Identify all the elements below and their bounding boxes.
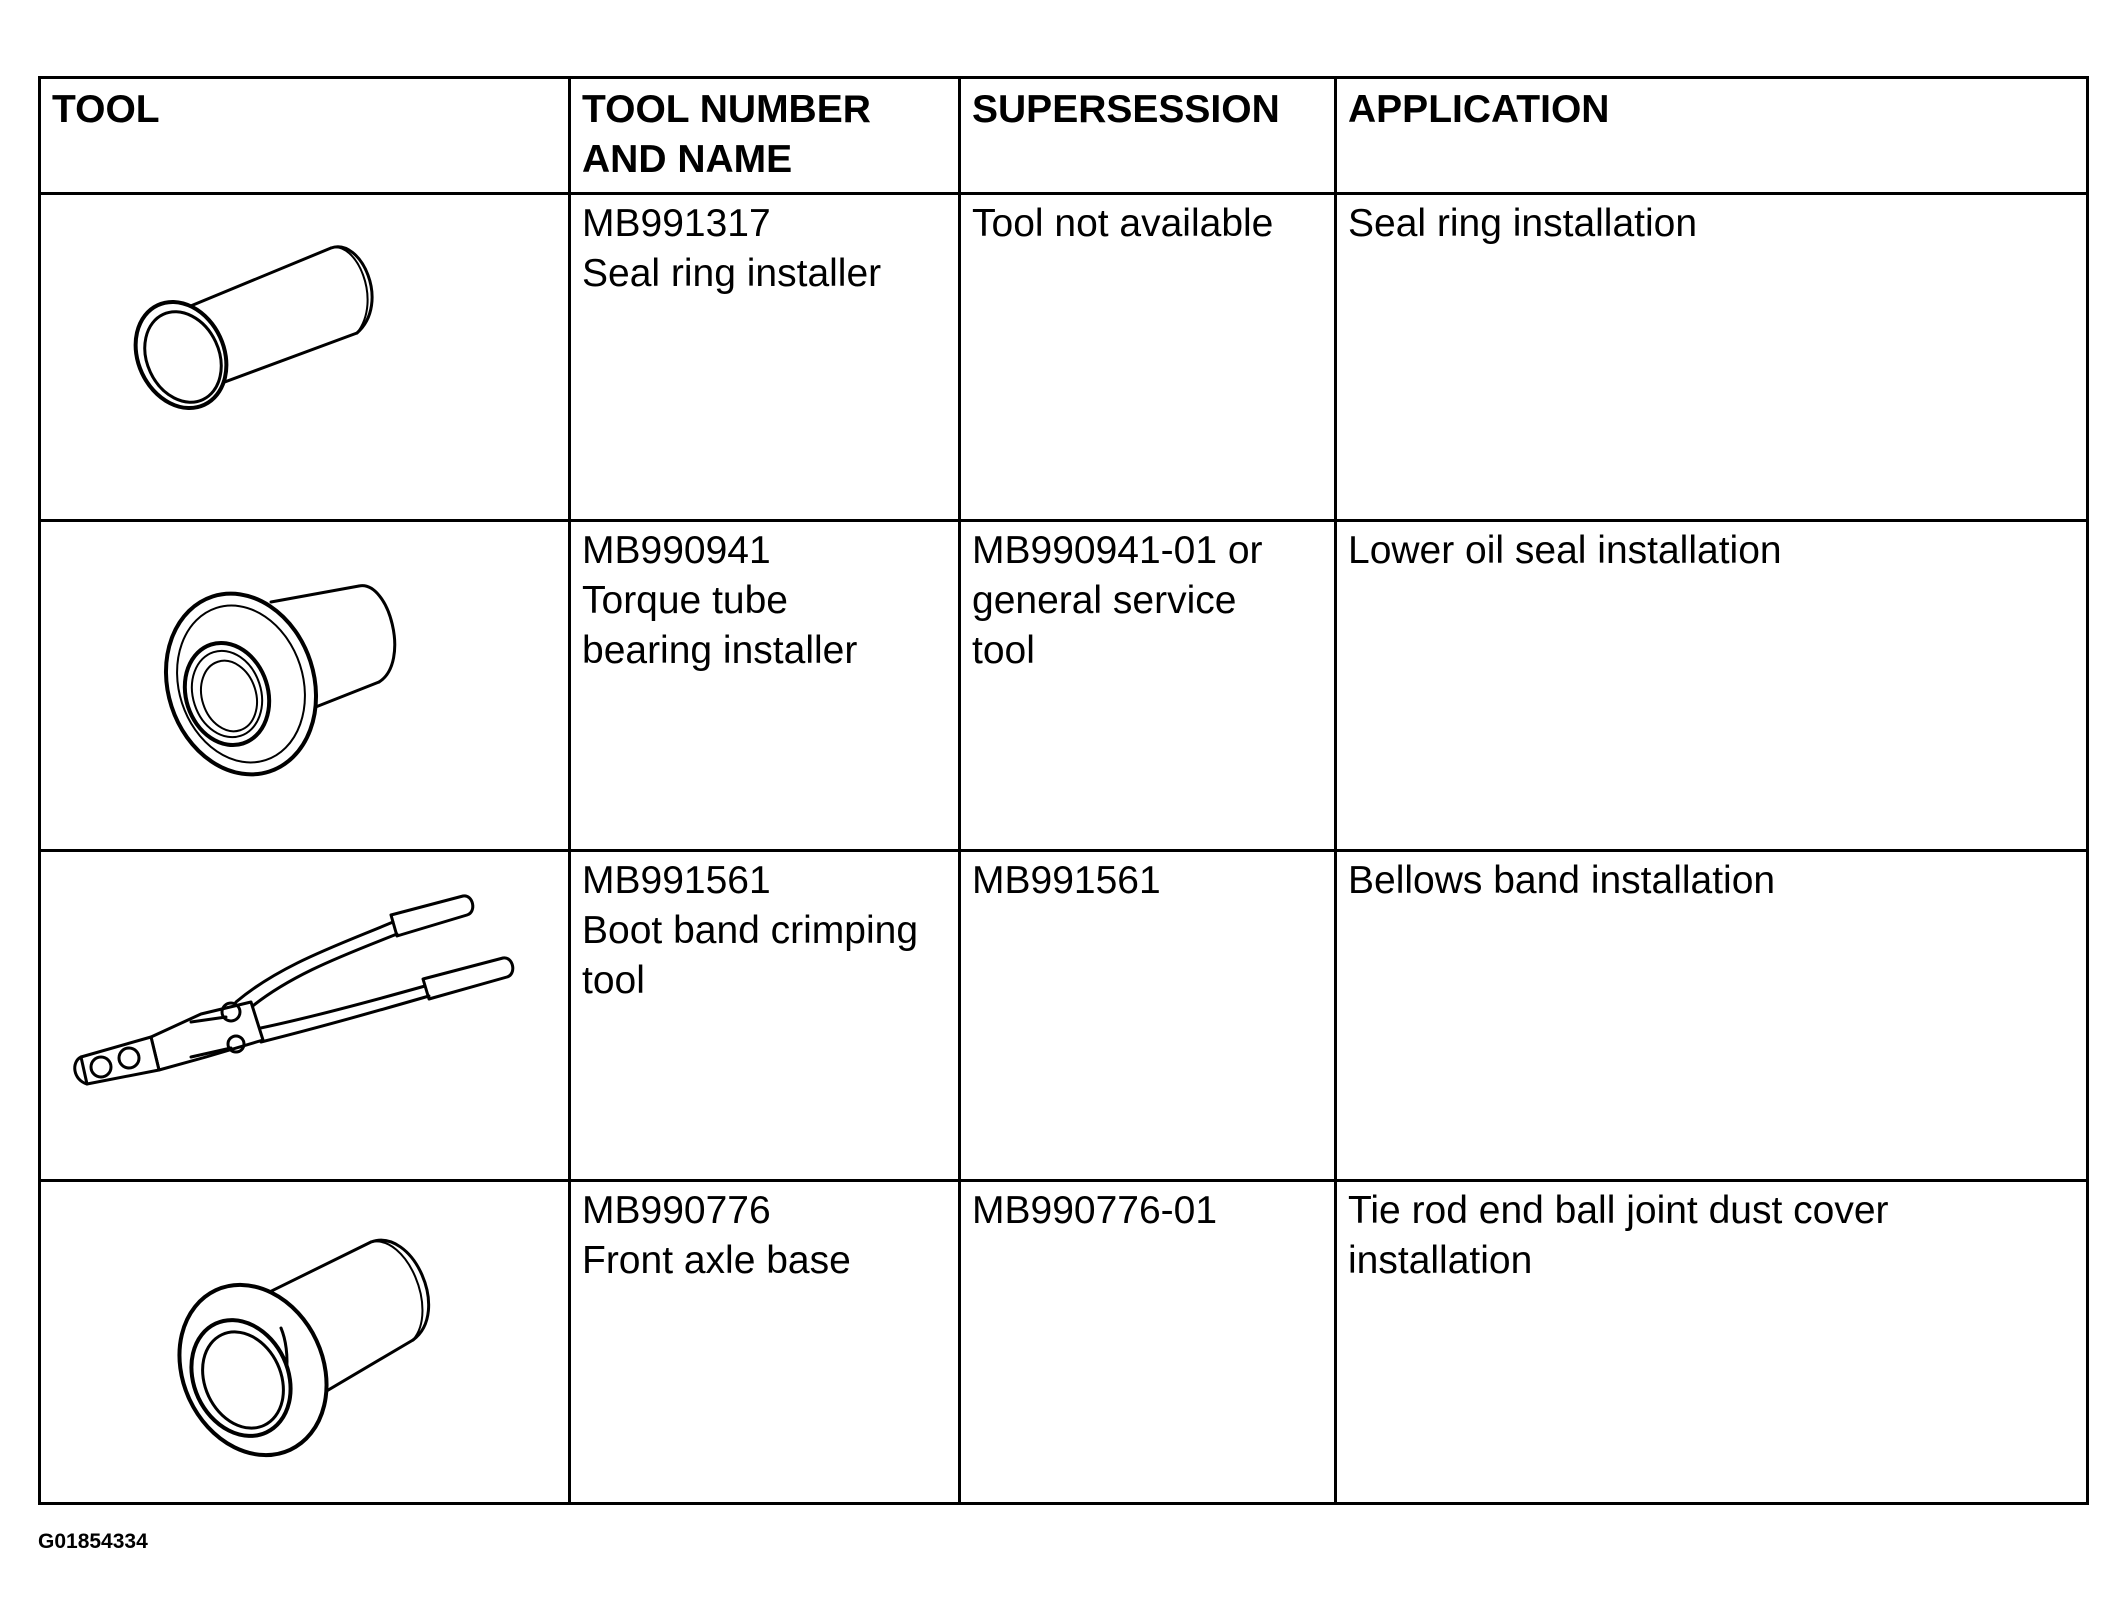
tool-name: Torque tube [582,579,788,622]
application-cell: Seal ring installation [1336,194,2088,521]
application-cell: Lower oil seal installation [1336,521,2088,851]
table-row [40,1181,2088,1504]
torque-tube-bearing-installer-icon [41,522,561,842]
seal-ring-installer-icon [41,195,561,515]
tool-name: Seal ring installer [582,252,882,295]
tool-number: MB991317 [582,202,771,245]
tool-number-name-cell [570,1181,960,1504]
tool-number-name-cell [570,851,960,1181]
tool-illustration-cell [40,194,570,521]
application-cell: Bellows band installation [1336,851,2088,1181]
table-row [40,851,2088,1181]
supersession-cell: Tool not available [960,194,1336,521]
tool-name: Front axle base [582,1239,851,1282]
header-application: APPLICATION [1336,78,2088,194]
supersession-cell: MB990941-01 or general service tool [960,521,1336,851]
tool-number-name-cell [570,521,960,851]
tool-number: MB990941 [582,529,771,572]
table-row [40,521,2088,851]
special-tools-table [38,76,2089,1505]
tool-number: MB991561 [582,859,771,902]
tool-number: MB990776 [582,1189,771,1232]
figure-id: G01854334 [38,1530,148,1553]
supersession-cell: MB990776-01 [960,1181,1336,1504]
tool-illustration-cell [40,1181,570,1504]
tool-name: Boot band crimping [582,909,919,952]
header-tool-number: TOOL NUMBER AND NAME [570,78,960,194]
header-row [40,78,2088,194]
tool-name: tool [582,959,645,1002]
boot-band-crimping-tool-icon [41,852,561,1172]
front-axle-base-icon [41,1182,561,1502]
tool-illustration-cell [40,851,570,1181]
header-tool: TOOL [40,78,570,194]
header-supersession: SUPERSESSION [960,78,1336,194]
supersession-cell: MB991561 [960,851,1336,1181]
tool-name: bearing installer [582,629,858,672]
tool-number-name-cell [570,194,960,521]
table-row [40,194,2088,521]
application-cell: Tie rod end ball joint dust cover installation [1336,1181,2088,1504]
tool-illustration-cell [40,521,570,851]
